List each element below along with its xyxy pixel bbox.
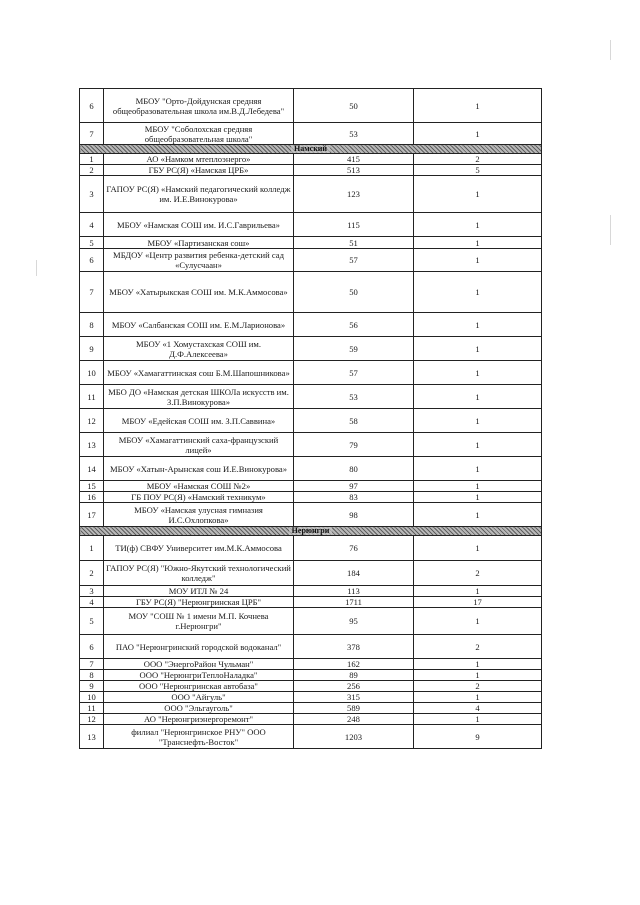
table-row xyxy=(80,409,542,433)
organization-name-cell: МБОУ "Орто-Дойдунская средняя общеобразовательная школа им.В.Д.Лебедева" xyxy=(104,89,294,123)
organization-name-cell: МБОУ "Соболохская средняя общеобразовательная школа" xyxy=(104,123,294,145)
table-row xyxy=(80,213,542,237)
value-b-cell: 1 xyxy=(414,89,542,123)
value-b-cell: 17 xyxy=(414,597,542,608)
value-a-cell: 113 xyxy=(294,586,414,597)
row-number-cell: 6 xyxy=(80,249,104,272)
organization-name-cell: МБОУ «Намская СОШ №2» xyxy=(104,481,294,492)
value-b-cell: 2 xyxy=(414,681,542,692)
table-row xyxy=(80,725,542,749)
row-number-cell: 2 xyxy=(80,165,104,176)
row-number-cell: 5 xyxy=(80,608,104,635)
row-number-cell: 13 xyxy=(80,725,104,749)
table-row xyxy=(80,481,542,492)
organization-name-cell: МБОУ «Едейская СОШ им. З.П.Саввина» xyxy=(104,409,294,433)
table-row xyxy=(80,165,542,176)
table-row xyxy=(80,154,542,165)
organization-name-cell: ГАПОУ РС(Я) "Южно-Якутский технологический колледж" xyxy=(104,561,294,586)
organization-name-cell: МОУ ИТЛ № 24 xyxy=(104,586,294,597)
table-row xyxy=(80,272,542,313)
table-row xyxy=(80,249,542,272)
row-number-cell: 11 xyxy=(80,385,104,409)
row-number-cell: 11 xyxy=(80,703,104,714)
value-b-cell: 1 xyxy=(414,313,542,337)
organization-name-cell: МБОУ «Намская СОШ им. И.С.Гаврильева» xyxy=(104,213,294,237)
row-number-cell: 8 xyxy=(80,670,104,681)
value-b-cell: 2 xyxy=(414,561,542,586)
row-number-cell: 5 xyxy=(80,237,104,249)
value-a-cell: 97 xyxy=(294,481,414,492)
row-number-cell: 13 xyxy=(80,433,104,457)
organization-name-cell: ООО "Эльгауголь" xyxy=(104,703,294,714)
value-b-cell: 1 xyxy=(414,249,542,272)
value-b-cell: 1 xyxy=(414,659,542,670)
row-number-cell: 3 xyxy=(80,176,104,213)
organization-name-cell: МБОУ «Салбанская СОШ им. Е.М.Ларионова» xyxy=(104,313,294,337)
value-b-cell: 1 xyxy=(414,670,542,681)
row-number-cell: 7 xyxy=(80,659,104,670)
value-b-cell: 1 xyxy=(414,536,542,561)
table-row xyxy=(80,237,542,249)
value-a-cell: 50 xyxy=(294,89,414,123)
scan-margin-mark xyxy=(36,260,37,276)
row-number-cell: 3 xyxy=(80,586,104,597)
row-number-cell: 14 xyxy=(80,457,104,481)
value-b-cell: 1 xyxy=(414,433,542,457)
value-b-cell: 1 xyxy=(414,608,542,635)
value-a-cell: 59 xyxy=(294,337,414,361)
organizations-table-body xyxy=(80,89,542,749)
value-b-cell: 1 xyxy=(414,337,542,361)
row-number-cell: 7 xyxy=(80,123,104,145)
value-b-cell: 1 xyxy=(414,409,542,433)
organization-name-cell: ГБУ РС(Я) «Намская ЦРБ» xyxy=(104,165,294,176)
table-row xyxy=(80,313,542,337)
table-row xyxy=(80,492,542,503)
value-b-cell: 1 xyxy=(414,492,542,503)
value-b-cell: 1 xyxy=(414,503,542,527)
table-row xyxy=(80,536,542,561)
value-a-cell: 80 xyxy=(294,457,414,481)
table-row xyxy=(80,385,542,409)
table-row xyxy=(80,635,542,659)
row-number-cell: 17 xyxy=(80,503,104,527)
value-b-cell: 1 xyxy=(414,385,542,409)
row-number-cell: 16 xyxy=(80,492,104,503)
section-header-row xyxy=(80,145,542,154)
value-a-cell: 162 xyxy=(294,659,414,670)
organization-name-cell: МБДОУ «Центр развития ребенка-детский сад «Сулусчаан» xyxy=(104,249,294,272)
organization-name-cell: ООО "Айгуль" xyxy=(104,692,294,703)
row-number-cell: 2 xyxy=(80,561,104,586)
value-a-cell: 513 xyxy=(294,165,414,176)
organization-name-cell: филиал "Нерюнгринское РНУ" ООО "Транснефть-Восток" xyxy=(104,725,294,749)
table-row xyxy=(80,176,542,213)
row-number-cell: 15 xyxy=(80,481,104,492)
value-b-cell: 1 xyxy=(414,213,542,237)
value-b-cell: 2 xyxy=(414,154,542,165)
table-row xyxy=(80,433,542,457)
value-a-cell: 115 xyxy=(294,213,414,237)
table-row xyxy=(80,586,542,597)
organization-name-cell: ГАПОУ РС(Я) «Намский педагогический колледж им. И.Е.Винокурова» xyxy=(104,176,294,213)
value-a-cell: 589 xyxy=(294,703,414,714)
value-a-cell: 184 xyxy=(294,561,414,586)
value-a-cell: 95 xyxy=(294,608,414,635)
organization-name-cell: МБОУ «Хамагаттинский саха-французский лицей» xyxy=(104,433,294,457)
table-row xyxy=(80,670,542,681)
value-a-cell: 51 xyxy=(294,237,414,249)
value-a-cell: 415 xyxy=(294,154,414,165)
row-number-cell: 1 xyxy=(80,536,104,561)
table-row xyxy=(80,714,542,725)
table-row xyxy=(80,692,542,703)
value-b-cell: 1 xyxy=(414,457,542,481)
value-b-cell: 1 xyxy=(414,481,542,492)
row-number-cell: 6 xyxy=(80,635,104,659)
organization-name-cell: МБОУ «Хатын-Арынская сош И.Е.Винокурова» xyxy=(104,457,294,481)
table-row xyxy=(80,503,542,527)
organization-name-cell: МОУ "СОШ № 1 имени М.П. Кочнева г.Нерюнгри" xyxy=(104,608,294,635)
row-number-cell: 9 xyxy=(80,337,104,361)
value-b-cell: 2 xyxy=(414,635,542,659)
value-a-cell: 53 xyxy=(294,123,414,145)
value-a-cell: 79 xyxy=(294,433,414,457)
organization-name-cell: МБО ДО «Намская детская ШКОЛа искусств им. З.П.Винокурова» xyxy=(104,385,294,409)
scan-margin-mark xyxy=(610,40,611,60)
row-number-cell: 1 xyxy=(80,154,104,165)
organization-name-cell: АО «Намком мтеплоэнерго» xyxy=(104,154,294,165)
value-a-cell: 98 xyxy=(294,503,414,527)
section-header-row xyxy=(80,527,542,536)
organization-name-cell: ГБУ РС(Я) "Нерюнгринская ЦРБ" xyxy=(104,597,294,608)
table-row xyxy=(80,361,542,385)
value-a-cell: 57 xyxy=(294,361,414,385)
row-number-cell: 10 xyxy=(80,361,104,385)
value-b-cell: 5 xyxy=(414,165,542,176)
row-number-cell: 7 xyxy=(80,272,104,313)
row-number-cell: 8 xyxy=(80,313,104,337)
value-b-cell: 4 xyxy=(414,703,542,714)
table-row xyxy=(80,457,542,481)
value-b-cell: 1 xyxy=(414,586,542,597)
value-a-cell: 58 xyxy=(294,409,414,433)
value-b-cell: 1 xyxy=(414,237,542,249)
row-number-cell: 6 xyxy=(80,89,104,123)
organization-name-cell: ТИ(ф) СВФУ Университет им.М.К.Аммосова xyxy=(104,536,294,561)
value-b-cell: 1 xyxy=(414,692,542,703)
value-b-cell: 1 xyxy=(414,714,542,725)
value-a-cell: 248 xyxy=(294,714,414,725)
organization-name-cell: АО "Нерюнгриэнергоремонт" xyxy=(104,714,294,725)
organization-name-cell: ООО "ЭнергоРайон Чульман" xyxy=(104,659,294,670)
value-a-cell: 1711 xyxy=(294,597,414,608)
value-b-cell: 1 xyxy=(414,123,542,145)
organization-name-cell: МБОУ «Хамагаттинская сош Б.М.Шапошникова» xyxy=(104,361,294,385)
table-row xyxy=(80,561,542,586)
table-row xyxy=(80,608,542,635)
value-a-cell: 315 xyxy=(294,692,414,703)
row-number-cell: 4 xyxy=(80,213,104,237)
organization-name-cell: ООО "Нерюнгринская автобаза" xyxy=(104,681,294,692)
row-number-cell: 12 xyxy=(80,714,104,725)
organization-name-cell: МБОУ «1 Хомустахская СОШ им. Д.Ф.Алексеева» xyxy=(104,337,294,361)
table-row xyxy=(80,597,542,608)
section-header-cell xyxy=(80,527,542,536)
value-b-cell: 1 xyxy=(414,176,542,213)
value-a-cell: 123 xyxy=(294,176,414,213)
value-b-cell: 9 xyxy=(414,725,542,749)
value-b-cell: 1 xyxy=(414,272,542,313)
organization-name-cell: ООО "НерюнгриТеплоНаладка" xyxy=(104,670,294,681)
value-a-cell: 53 xyxy=(294,385,414,409)
table-row xyxy=(80,703,542,714)
section-title: Нерюнгри xyxy=(289,527,333,536)
row-number-cell: 12 xyxy=(80,409,104,433)
value-a-cell: 56 xyxy=(294,313,414,337)
value-a-cell: 83 xyxy=(294,492,414,503)
table-row xyxy=(80,659,542,670)
organization-name-cell: ГБ ПОУ РС(Я) «Намский техникум» xyxy=(104,492,294,503)
organizations-table xyxy=(79,88,542,749)
row-number-cell: 10 xyxy=(80,692,104,703)
value-a-cell: 256 xyxy=(294,681,414,692)
table-row xyxy=(80,681,542,692)
value-a-cell: 1203 xyxy=(294,725,414,749)
organization-name-cell: МБОУ «Хатырыкская СОШ им. М.К.Аммосова» xyxy=(104,272,294,313)
value-a-cell: 89 xyxy=(294,670,414,681)
table-row xyxy=(80,123,542,145)
value-b-cell: 1 xyxy=(414,361,542,385)
section-header-cell xyxy=(80,145,542,154)
row-number-cell: 4 xyxy=(80,597,104,608)
scan-margin-mark xyxy=(610,215,611,245)
row-number-cell: 9 xyxy=(80,681,104,692)
organization-name-cell: МБОУ «Намская улусная гимназия И.С.Охлопкова» xyxy=(104,503,294,527)
table-row xyxy=(80,337,542,361)
value-a-cell: 57 xyxy=(294,249,414,272)
section-title: Намский xyxy=(291,145,330,154)
organization-name-cell: ПАО "Нерюнгринский городской водоканал" xyxy=(104,635,294,659)
value-a-cell: 76 xyxy=(294,536,414,561)
table-row xyxy=(80,89,542,123)
value-a-cell: 50 xyxy=(294,272,414,313)
organization-name-cell: МБОУ «Партизанская сош» xyxy=(104,237,294,249)
value-a-cell: 378 xyxy=(294,635,414,659)
